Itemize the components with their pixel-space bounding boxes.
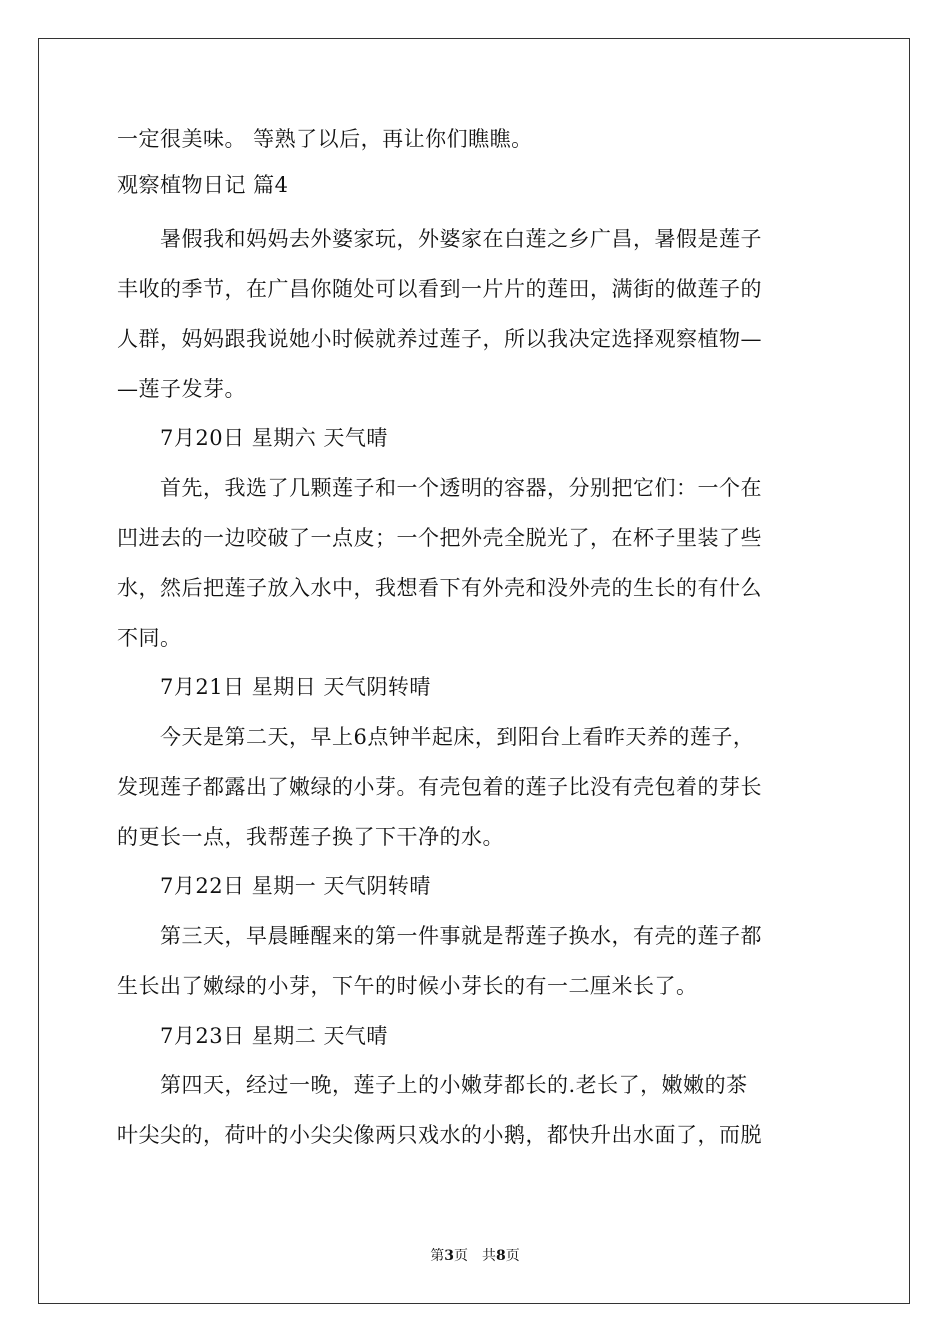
- text-line: 暑假我和妈妈去外婆家玩，外婆家在白莲之乡广昌，暑假是莲子: [117, 227, 762, 251]
- text-line: 叶尖尖的，荷叶的小尖尖像两只戏水的小鹅，都快升出水面了，而脱: [117, 1123, 762, 1147]
- text-line: 丰收的季节，在广昌你随处可以看到一片片的莲田，满街的做莲子的: [117, 277, 762, 301]
- text-line: 第四天，经过一晚，莲子上的小嫩芽都长的.老长了，嫩嫩的茶: [117, 1073, 748, 1097]
- text-line: 的更长一点，我帮莲子换了下干净的水。: [117, 825, 504, 849]
- diary-date: 7月22日 星期一 天气阴转晴: [117, 874, 431, 898]
- footer-suffix: 页: [505, 1248, 520, 1264]
- text-line: 凹进去的一边咬破了一点皮；一个把外壳全脱光了，在杯子里装了些: [117, 526, 762, 550]
- footer-mid: 页 共: [454, 1248, 496, 1264]
- text-line: 生长出了嫩绿的小芽，下午的时候小芽长的有一二厘米长了。: [117, 974, 698, 998]
- text-line: 人群，妈妈跟我说她小时候就养过莲子，所以我决定选择观察植物—: [117, 327, 762, 351]
- total-page-number: 8: [496, 1248, 506, 1264]
- current-page-number: 3: [444, 1248, 454, 1264]
- diary-date: 7月20日 星期六 天气晴: [117, 426, 388, 450]
- diary-date: 7月21日 星期日 天气阴转晴: [117, 675, 431, 699]
- text-line: 不同。: [117, 626, 182, 650]
- section-heading: 观察植物日记 篇4: [117, 173, 289, 197]
- text-line: 发现莲子都露出了嫩绿的小芽。有壳包着的莲子比没有壳包着的芽长: [117, 775, 762, 799]
- page-footer: [0, 1246, 950, 1266]
- text-line: 今天是第二天，早上6点钟半起床，到阳台上看昨天养的莲子，: [117, 725, 755, 749]
- text-line: 第三天，早晨睡醒来的第一件事就是帮莲子换水，有壳的莲子都: [117, 924, 762, 948]
- text-line: —莲子发芽。: [117, 377, 246, 401]
- diary-date: 7月23日 星期二 天气晴: [117, 1024, 388, 1048]
- footer-prefix: 第: [430, 1248, 445, 1264]
- text-line: 一定很美味。 等熟了以后，再让你们瞧瞧。: [117, 127, 533, 151]
- text-line: 水，然后把莲子放入水中，我想看下有外壳和没外壳的生长的有什么: [117, 576, 762, 600]
- text-line: 首先，我选了几颗莲子和一个透明的容器，分别把它们：一个在: [117, 476, 762, 500]
